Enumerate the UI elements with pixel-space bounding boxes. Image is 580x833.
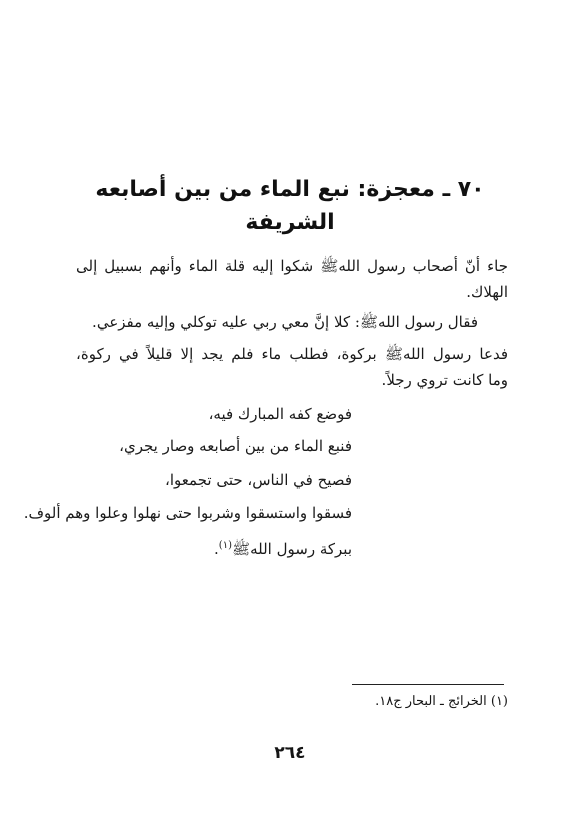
body-line-7: فنبع الماء من بين أصابعه وصار يجري، xyxy=(119,437,352,455)
body-line-10-end: . xyxy=(214,540,219,558)
page-number: ٢٦٤ xyxy=(274,743,306,763)
body-line-2: الهلاك. xyxy=(466,283,508,301)
chapter-title: ٧٠ ـ معجزة: نبع الماء من بين أصابعه xyxy=(95,177,485,202)
body-line-10-text: ببركة رسول اللهﷺ xyxy=(231,540,352,558)
body-line-1: جاء أنّ أصحاب رسول اللهﷺ شكوا إليه قلة الماء وأنهم بسبيل إلى xyxy=(76,257,508,275)
body-line-6: فوضع كفه المبارك فيه، xyxy=(208,405,352,423)
footnote: (١) الخرائج ـ البحار ج١٨. xyxy=(375,694,508,709)
body-line-10 xyxy=(214,535,352,560)
body-line-3: فقال رسول اللهﷺ: كلا إنَّ معي ربي عليه توكلي وإليه مفزعي. xyxy=(92,313,478,331)
body-line-9: فسقوا واستسقوا وشربوا حتى نهلوا وعلوا وهم ألوف. xyxy=(23,504,352,522)
body-line-8: فصيح في الناس، حتى تجمعوا، xyxy=(165,471,352,489)
footnote-divider xyxy=(352,684,504,685)
footnote-marker: (١) xyxy=(218,540,232,551)
body-line-4: فدعا رسول اللهﷺ بركوة، فطلب ماء فلم يجد إلا قليلاً في ركوة، xyxy=(76,345,508,363)
chapter-title-continued: الشريفة xyxy=(245,210,335,235)
body-line-5: وما كانت تروي رجلاً. xyxy=(381,371,508,389)
